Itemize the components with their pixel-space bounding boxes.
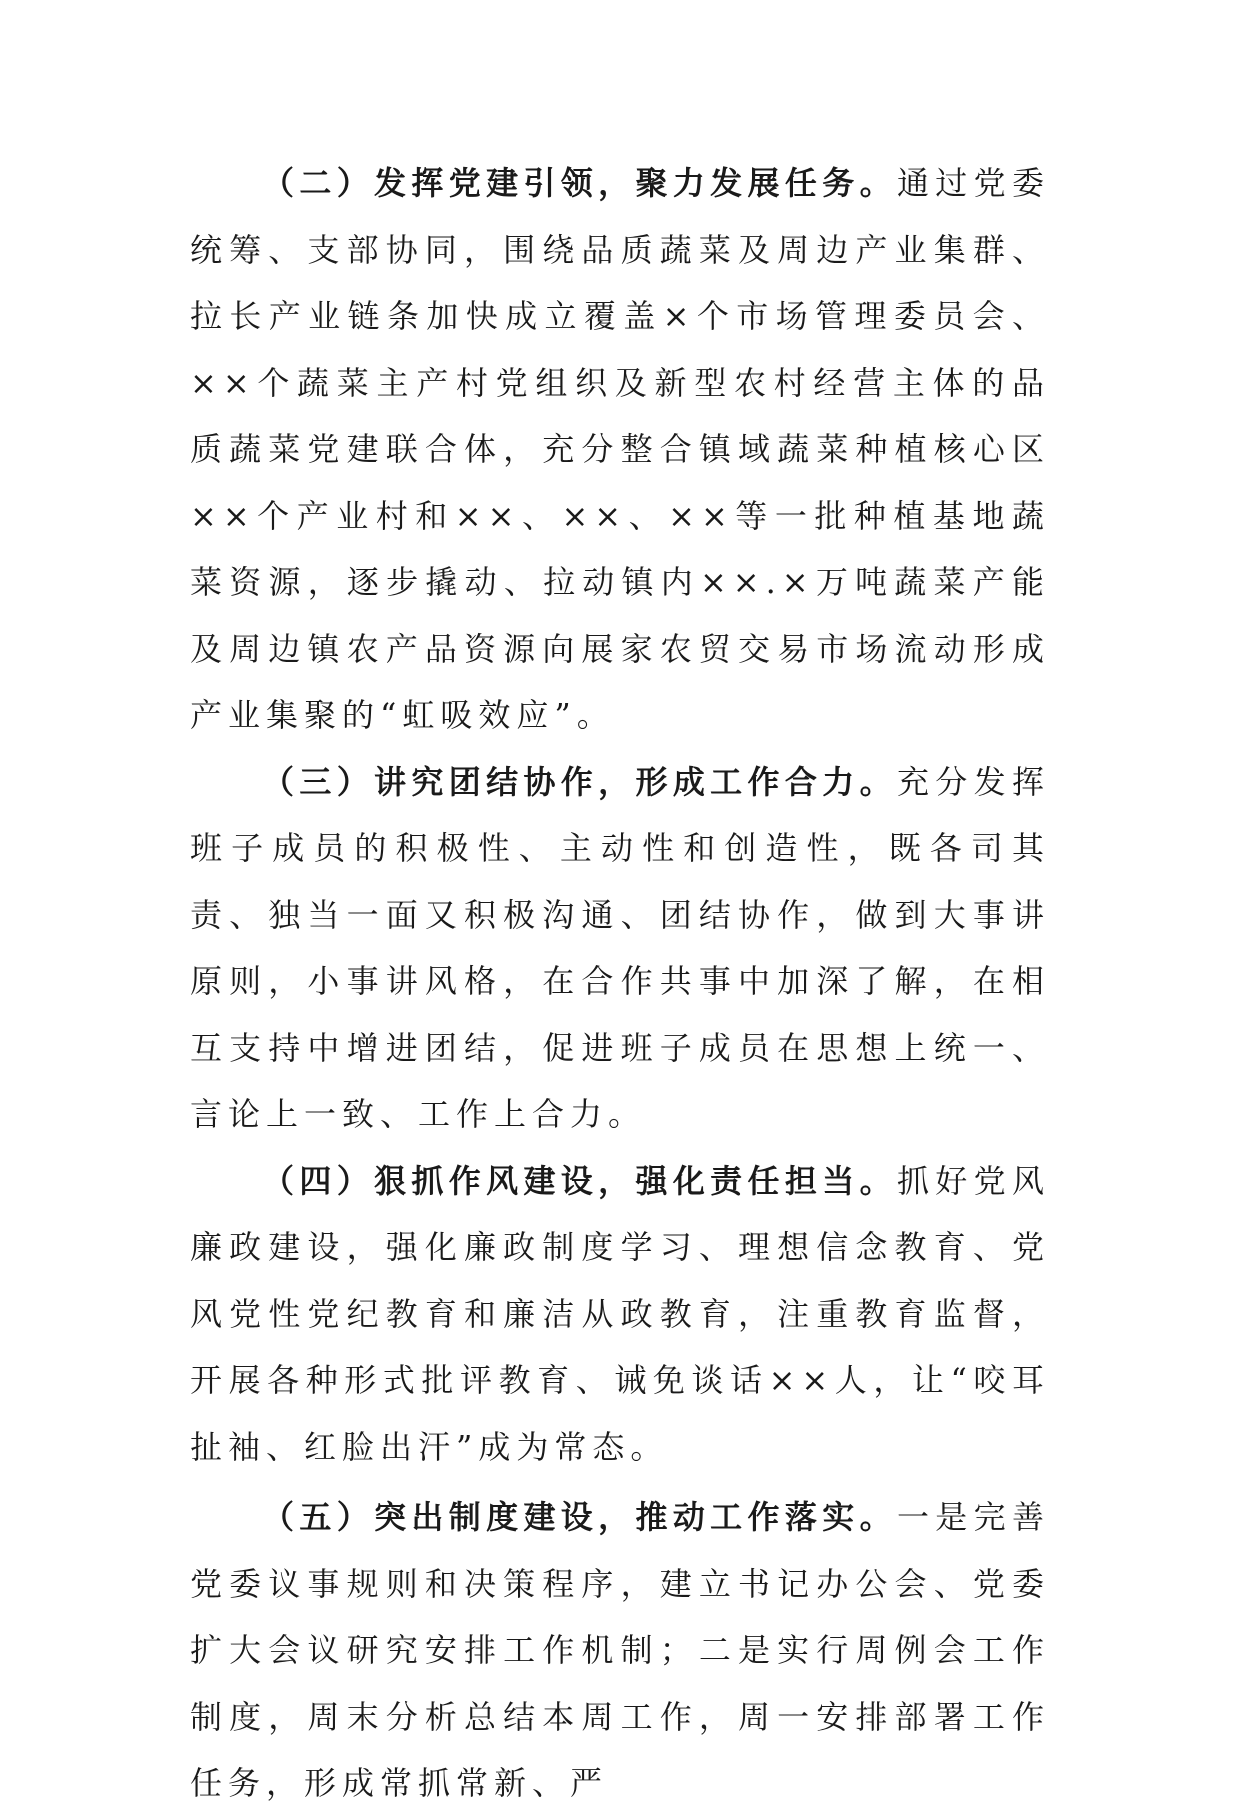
paragraph-text: 充分发挥班子成员的积极性、主动性和创造性，既各司其责、独当一面又积极沟通、团结协作，做到大事讲原则，小事讲风格，在合作共事中加深了解，在相互支持中增进团结，促进班子成员在思想上统一、言论上一致、工作上合力。 bbox=[190, 762, 1050, 1133]
paragraph-heading: （三）讲究团结协作，形成工作合力。 bbox=[262, 762, 897, 801]
paragraph-text: 一是完善党委议事规则和决策程序，建立书记办公会、党委扩大会议研究安排工作机制；二是实行周例会工作制度，周末分析总结本周工作，周一安排部署工作任务，形成常抓常新、严 bbox=[190, 1498, 1050, 1802]
paragraph-text: 通过党委统筹、支部协同，围绕品质蔬菜及周边产业集群、拉长产业链条加快成立覆盖×个市场管理委员会、××个蔬菜主产村党组织及新型农村经营主体的品质蔬菜党建联合体，充分整合镇域蔬菜种植核心区××个产业村和××、××、××等一批种植基地蔬菜资源，逐步撬动、拉动镇内××.×万吨蔬菜产能及周边镇农产品资源向展家农贸交易市场流动形成产业集聚的“虹吸效应”。 bbox=[190, 164, 1050, 734]
paragraph-system-building bbox=[190, 1484, 1050, 1817]
paragraph-work-style bbox=[190, 1148, 1050, 1481]
paragraph-party-building bbox=[190, 150, 1050, 749]
paragraph-heading: （五）突出制度建设，推动工作落实。 bbox=[262, 1498, 897, 1536]
paragraph-teamwork bbox=[190, 749, 1050, 1148]
document-body bbox=[190, 150, 1050, 1817]
paragraph-heading: （四）狠抓作风建设，强化责任担当。 bbox=[262, 1161, 897, 1200]
paragraph-heading: （二）发挥党建引领，聚力发展任务。 bbox=[262, 164, 897, 202]
paragraph-text: 抓好党风廉政建设，强化廉政制度学习、理想信念教育、党风党性党纪教育和廉洁从政教育，注重教育监督，开展各种形式批评教育、诫免谈话××人，让“咬耳扯袖、红脸出汗”成为常态。 bbox=[190, 1161, 1050, 1466]
